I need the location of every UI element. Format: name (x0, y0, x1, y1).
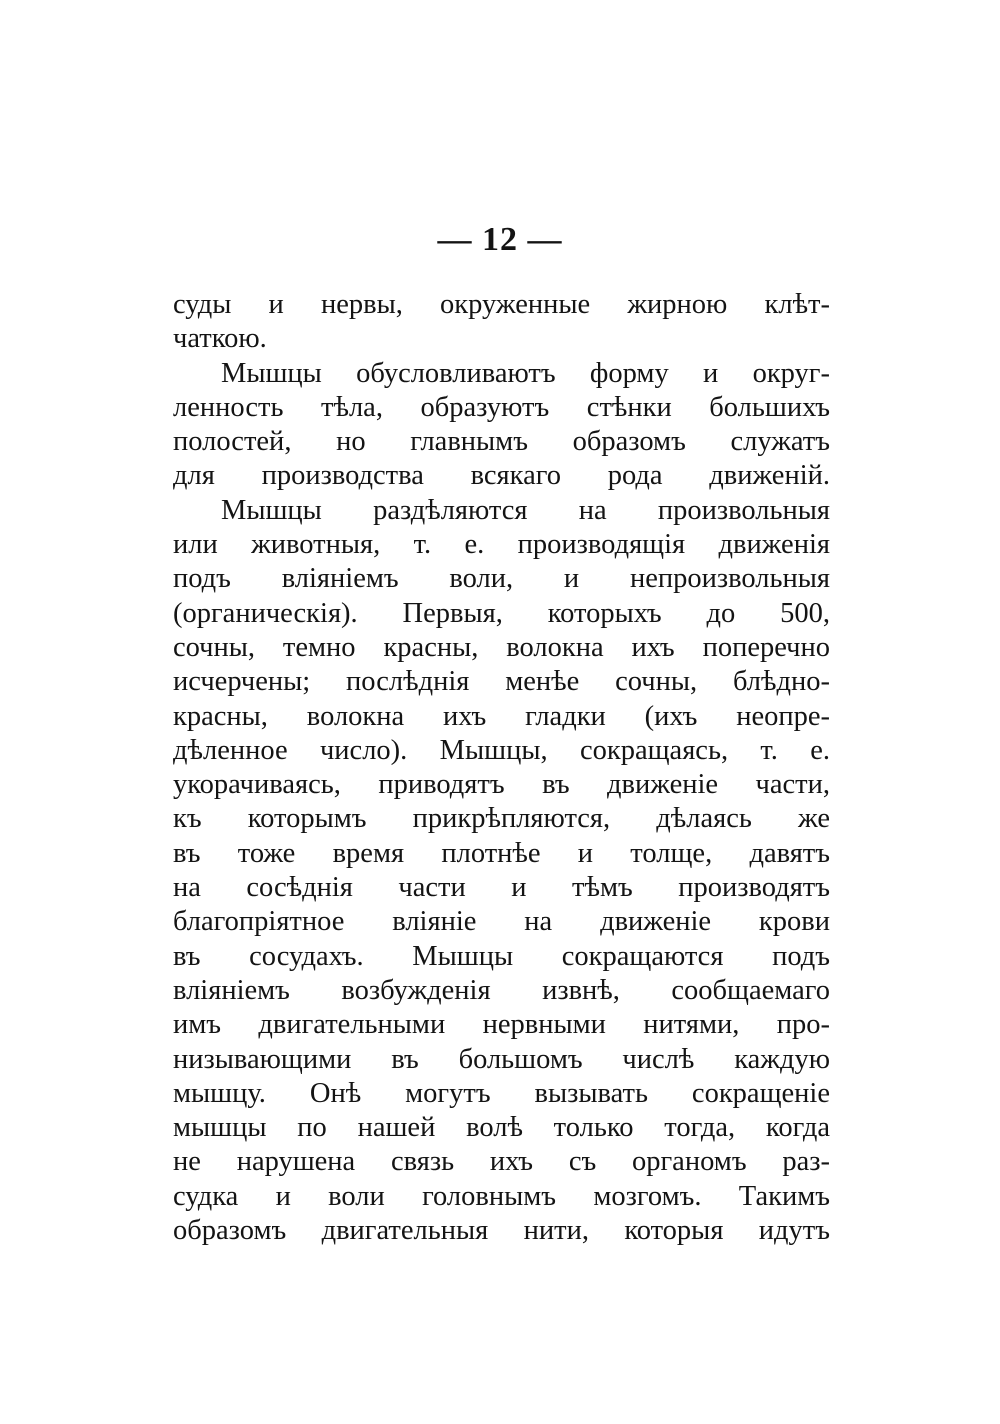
text-line: сочны, темно красны, волокна ихъ поперечно (173, 631, 830, 663)
text-line: (органическія). Первыя, которыхъ до 500, (173, 597, 830, 629)
text-line: красны, волокна ихъ гладки (ихъ неопре- (173, 700, 830, 732)
text-line: исчерчены; послѣднія менѣе сочны, блѣдно- (173, 666, 830, 698)
text-line: образомъ двигательныя нити, которыя идутъ (173, 1215, 830, 1247)
text-line: мышцы по нашей волѣ только тогда, когда (173, 1112, 830, 1144)
text-line: на сосѣднія части и тѣмъ производятъ (173, 872, 830, 904)
body-text (173, 288, 830, 1248)
text-line: благопріятное вліяніе на движеніе крови (173, 906, 830, 938)
text-line: въ сосудахъ. Мышцы сокращаются подъ (173, 940, 830, 972)
text-line: Мышцы обусловливаютъ форму и округ- (221, 357, 830, 389)
text-line: подъ вліяніемъ воли, и непроизвольныя (173, 563, 830, 595)
text-line: дѣленное число). Мышцы, сокращаясь, т. е. (173, 734, 830, 766)
text-line: имъ двигательными нервными нитями, про- (173, 1009, 830, 1041)
text-line: судка и воли головнымъ мозгомъ. Такимъ (173, 1180, 830, 1212)
text-line: въ тоже время плотнѣе и толще, давятъ (173, 837, 830, 869)
text-line: низывающими въ большомъ числѣ каждую (173, 1043, 830, 1075)
text-line: вліяніемъ возбужденія извнѣ, сообщаемаго (173, 974, 830, 1006)
text-line: или животныя, т. е. производящія движенія (173, 529, 830, 561)
text-line: для производства всякаго рода движеній. (173, 460, 830, 492)
text-line: мышцу. Онѣ могутъ вызывать сокращеніе (173, 1077, 830, 1109)
text-line: суды и нервы, окруженные жирною клѣт- (173, 289, 830, 320)
page-number: — 12 — (437, 221, 563, 258)
text-line: Мышцы раздѣляются на произвольныя (221, 494, 830, 526)
text-line: полостей, но главнымъ образомъ служатъ (173, 426, 830, 458)
text-line: къ которымъ прикрѣпляются, дѣлаясь же (173, 803, 830, 835)
text-line: ленность тѣла, образуютъ стѣнки большихъ (173, 391, 830, 423)
text-line: укорачиваясь, приводятъ въ движеніе части, (173, 769, 830, 801)
text-line: не нарушена связь ихъ съ органомъ раз- (173, 1146, 830, 1178)
text-line: чаткою. (173, 323, 267, 355)
